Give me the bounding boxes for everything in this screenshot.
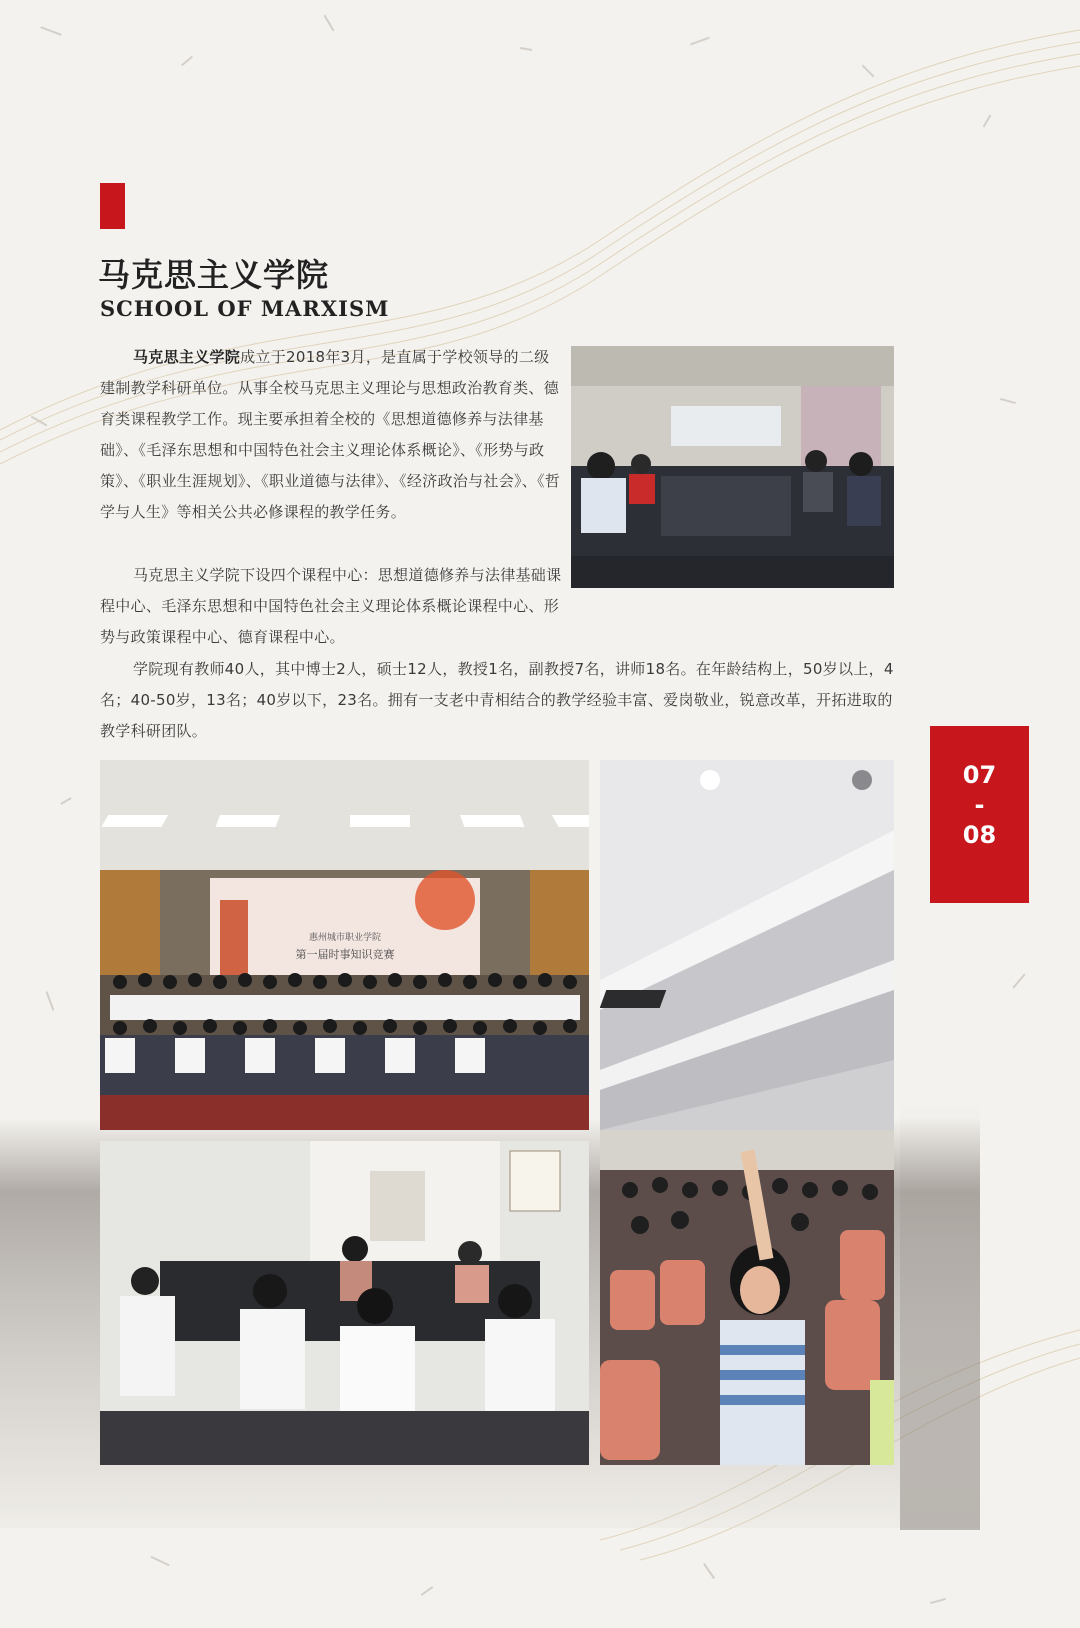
photo-lecture-hall bbox=[600, 760, 894, 1465]
page-number-top: 07 bbox=[962, 761, 997, 789]
page-number-bottom: 08 bbox=[962, 821, 997, 849]
centers-paragraph: 马克思主义学院下设四个课程中心：思想道德修养与法律基础课程中心、毛泽东思想和中国特色社会主义理论体系概论课程中心、形势与政策课程中心、德育课程中心。 bbox=[100, 566, 562, 646]
photo-meeting-room bbox=[571, 346, 894, 588]
ink-wash-band-right bbox=[900, 1100, 980, 1530]
intro-paragraph bbox=[100, 342, 562, 528]
red-accent-block bbox=[100, 183, 125, 229]
staff-paragraph: 学院现有教师40人，其中博士2人，硕士12人，教授1名，副教授7名，讲师18名。在年龄结构上，50岁以上，4名；40-50岁，13名；40岁以下，23名。拥有一支老中青相结合的教学经验丰富、爱岗敬业，锐意改革，开拓进取的教学科研团队。 bbox=[100, 660, 894, 740]
page-subtitle-en: SCHOOL OF MARXISM bbox=[100, 296, 390, 321]
page-title: 马克思主义学院 bbox=[98, 256, 330, 294]
intro-text: 成立于2018年3月，是直属于学校领导的二级建制教学科研单位。从事全校马克思主义理论与思想政治教育类、德育类课程教学工作。现主要承担着全校的《思想道德修养与法律基础》、《毛泽东思想和中国特色社会主义理论体系概论》、《形势与政策》、《职业生涯规划》、《职业道德与法律》、《经济政治与社会》、《哲学与人生》等相关公共必修课程的教学任务。 bbox=[100, 348, 561, 521]
photo-seminar-discussion bbox=[100, 1141, 589, 1465]
screen-school-name: 惠州城市职业学院 bbox=[308, 933, 382, 943]
photo-group-competition bbox=[100, 760, 589, 1130]
intro-bold-lead: 马克思主义学院 bbox=[133, 348, 241, 366]
screen-event-title: 第一届时事知识竞赛 bbox=[295, 948, 395, 961]
page-number-tab bbox=[930, 726, 1029, 903]
page-number-dash: - bbox=[974, 791, 985, 819]
